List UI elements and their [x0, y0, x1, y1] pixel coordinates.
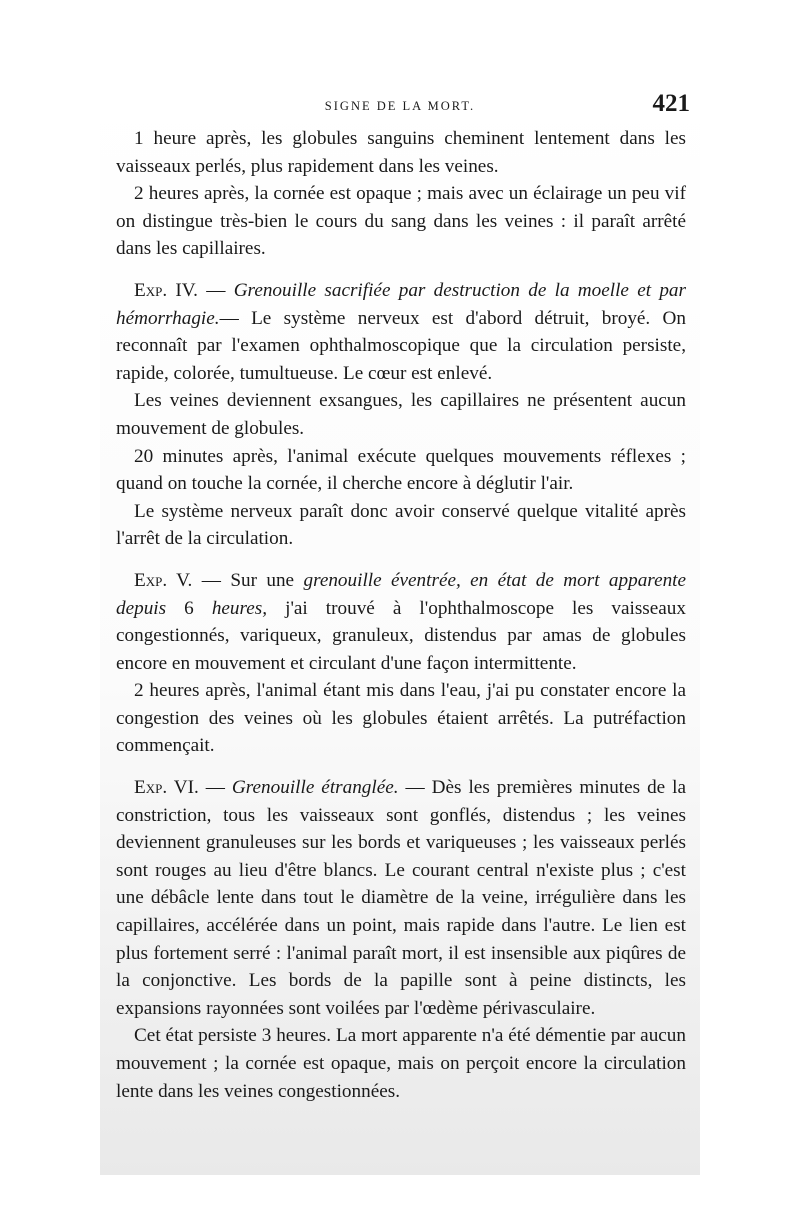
body-text — [100, 125, 700, 1105]
paragraph: Le système nerveux paraît donc avoir conservé quelque vitalité après l'arrêt de la circulation. — [116, 500, 686, 550]
paragraph: 1 heure après, les globules sanguins cheminent lentement dans les vaisseaux perlés, plus rapidement dans les veines. — [116, 128, 686, 177]
experiment-label: Exp. V. — [134, 569, 193, 591]
paragraph: Les veines deviennent exsangues, les capillaires ne présentent aucun mouvement de globules. — [116, 390, 686, 439]
running-head: SIGNE DE LA MORT. — [324, 99, 476, 113]
experiment-title: Grenouille étranglée. — [231, 777, 399, 799]
experiment-v-paragraph: Exp. V. — Sur une grenouille éventrée, en état de mort apparente depuis 6 heures, j'ai trouvé à l'ophthalmoscope les vaisseaux congestionnés, variqueux, granuleux, distendus par amas de globules encore en mouvement et circulant d'une façon intermittente. — [116, 569, 687, 674]
paragraph: 2 heures après, l'animal étant mis dans l'eau, j'ai pu constater encore la congestion des veines où les globules étaient arrêtés. La putréfaction commençait. — [116, 680, 686, 757]
experiment-label: Exp. VI. — [134, 777, 199, 799]
experiment-label: Exp. IV. — [134, 279, 198, 301]
book-page — [100, 85, 700, 1175]
experiment-iv-paragraph: Exp. IV. — Grenouille sacrifiée par destruction de la moelle et par hémorrhagie.— Le système nerveux est d'abord détruit, broyé. On reconnaît par l'examen ophthalmoscopique que la circulation persiste, rapide, colorée, tumultueuse. Le cœur est enlevé. — [116, 279, 686, 384]
experiment-vi-paragraph: Exp. VI. — Grenouille étranglée. — Dès les premières minutes de la constriction, tous les vaisseaux sont gonflés, distendus ; les veines deviennent granuleuses sur les bords et variqueuses ; les vaisseaux perlés sont rouges au lieu d'être blancs. Le courant central n'existe plus ; c'est une débâcle lente dans tout le diamètre de la veine, irrégulière dans les capillaires, accélérée dans un point, mais rapide dans l'autre. Le lien est plus fortement serré : l'animal paraît mort, il est insensible aux piqûres de la conjonctive. Les bords de la papille sont à peine distincts, les expansions rayonnées sont voilées par l'œdème périvasculaire. — [116, 777, 686, 1019]
page-header — [100, 85, 700, 125]
experiment-title: Grenouille sacrifiée par destruction de la moelle et par hémorrhagie. — [116, 279, 686, 329]
paragraph: Cet état persiste 3 heures. La mort apparente n'a été démentie par aucun mouvement ; la cornée est opaque, mais on perçoit encore la circulation lente dans les veines congestionnées. — [116, 1025, 686, 1102]
page-number: 421 — [652, 90, 690, 117]
paragraph: 2 heures après, la cornée est opaque ; mais avec un éclairage un peu vif on distingue très-bien le cours du sang dans les veines : il paraît arrêté dans les capillaires. — [116, 183, 686, 260]
paragraph: 20 minutes après, l'animal exécute quelques mouvements réflexes ; quand on touche la cornée, il cherche encore à déglutir l'air. — [116, 445, 686, 495]
experiment-title: grenouille éventrée, en état de mort apparente depuis — [116, 569, 687, 619]
